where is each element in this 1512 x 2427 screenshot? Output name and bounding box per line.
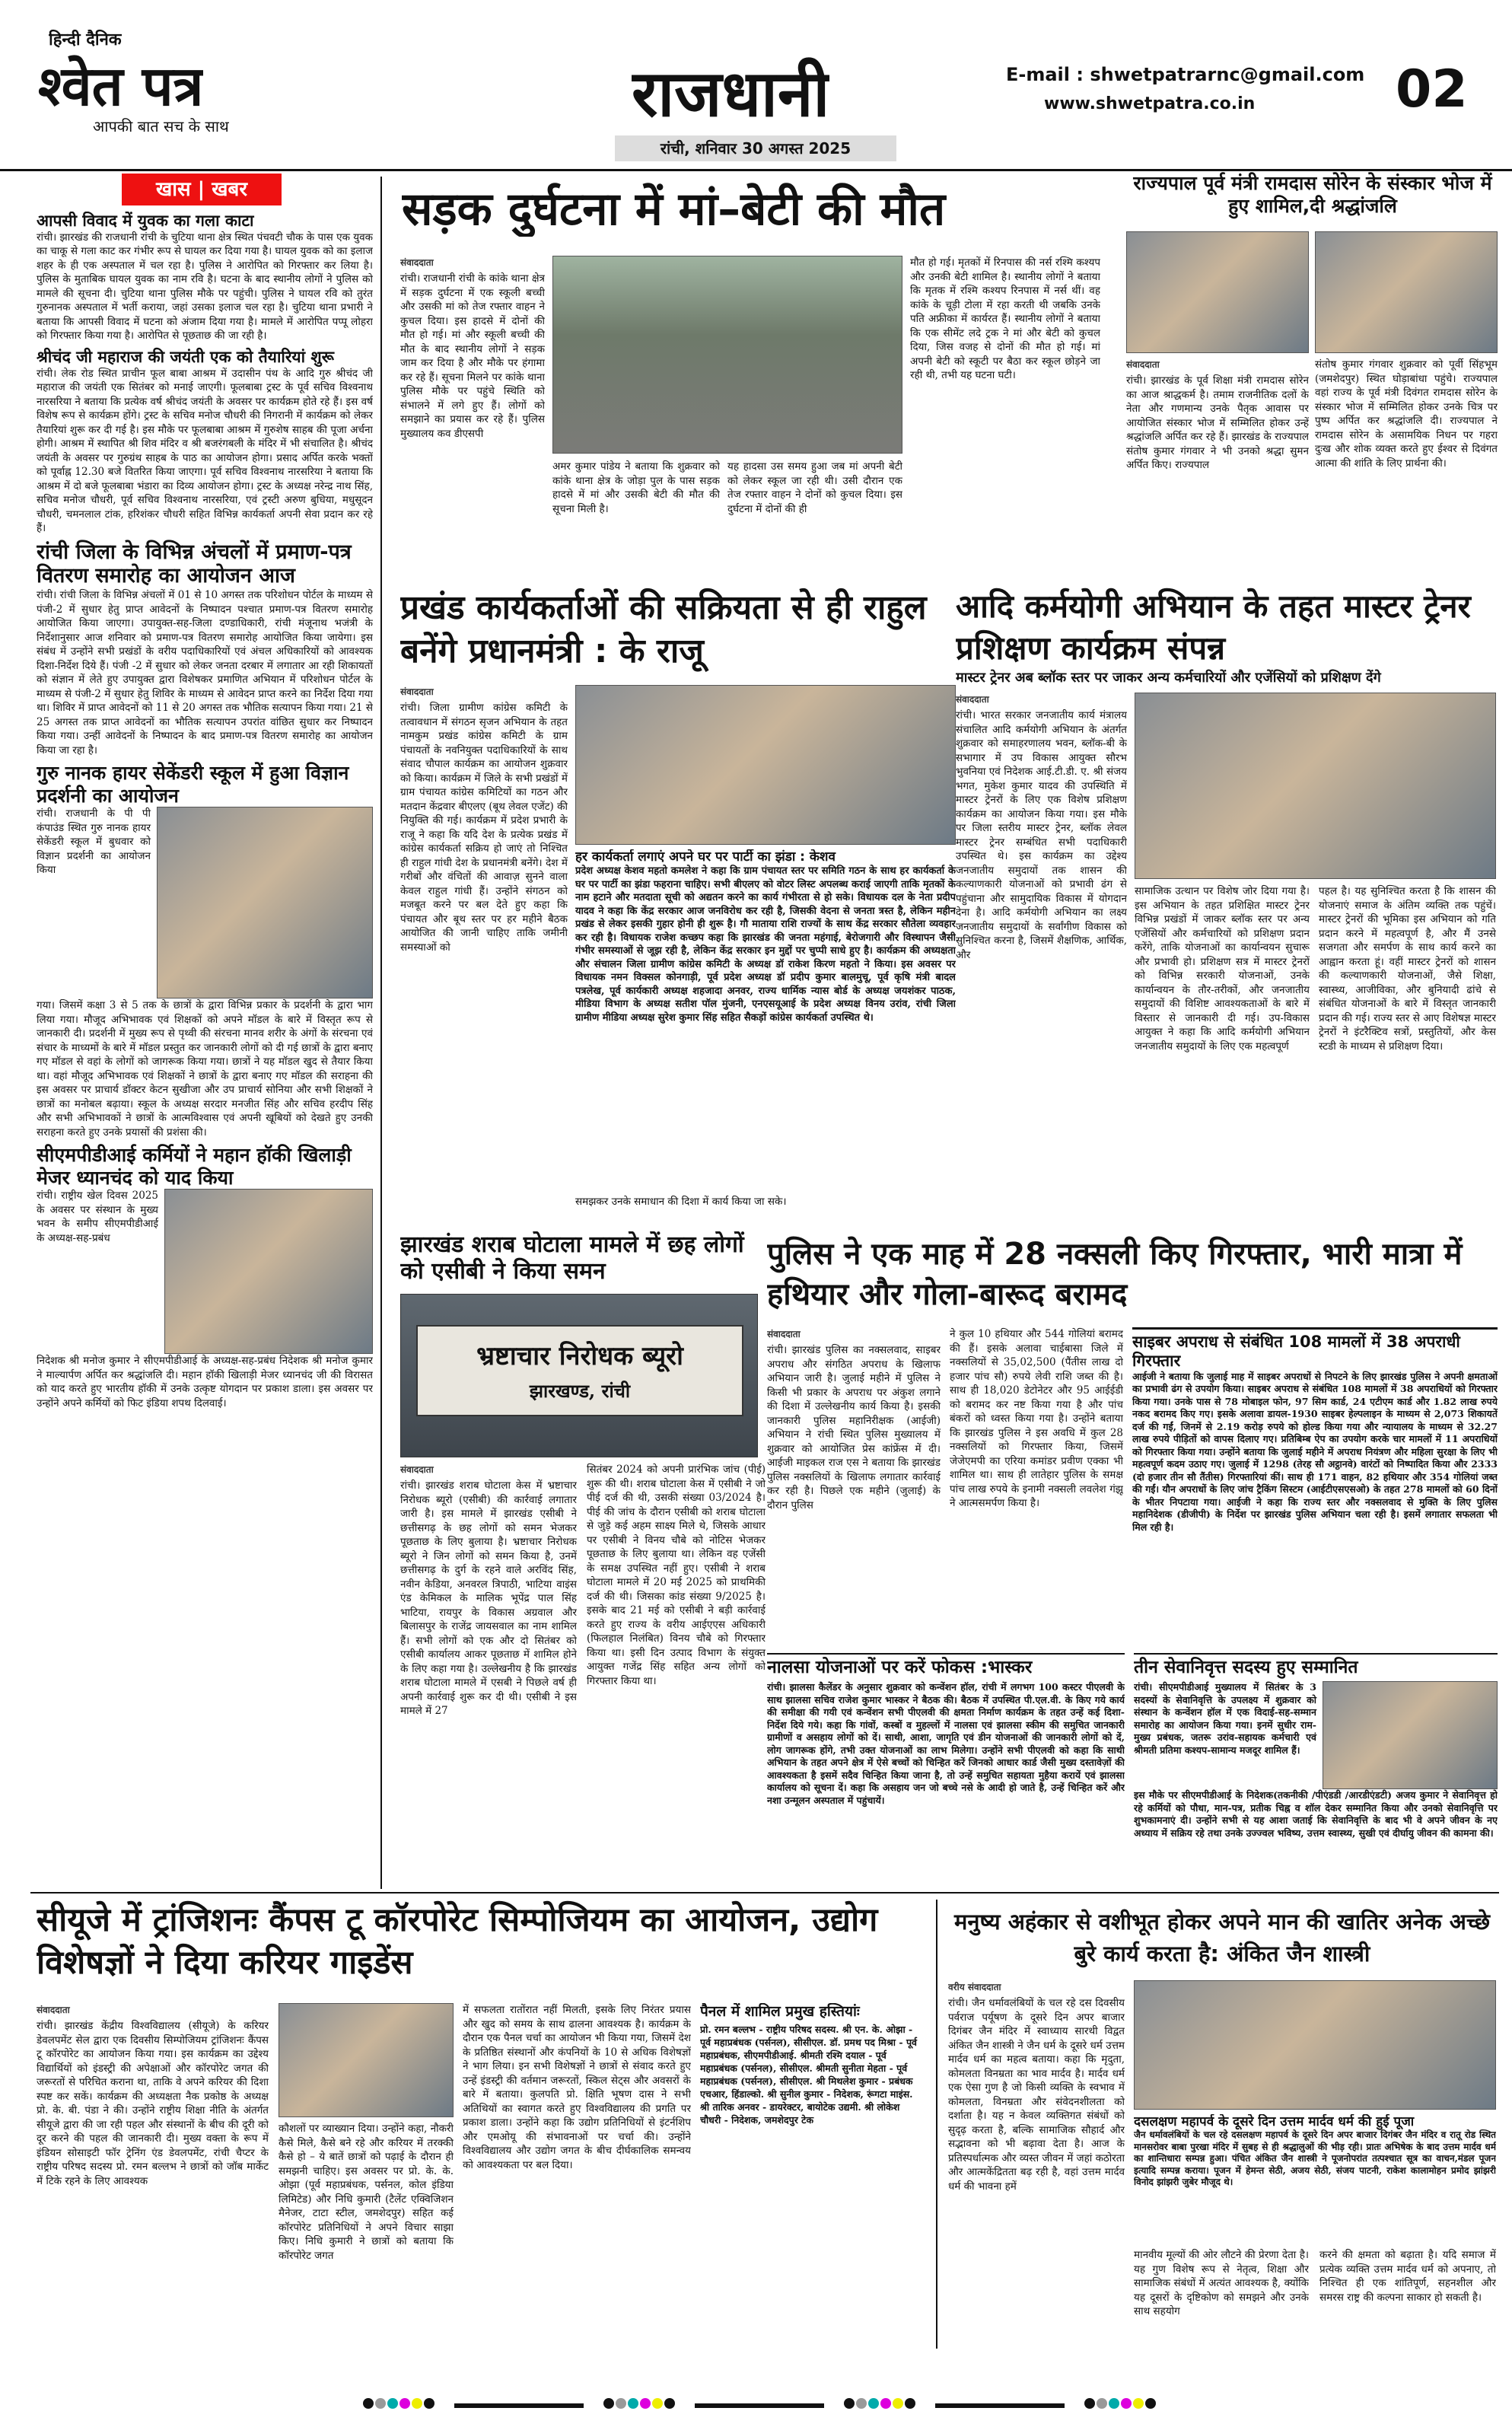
byline-accident: संवाददाता bbox=[400, 257, 434, 268]
byline-adi: संवाददाता bbox=[956, 694, 989, 705]
cyber-box-head: साइबर अपराध से संबंधित 108 मामलों में 38 अपराधी गिरफ्तार bbox=[1132, 1327, 1498, 1371]
masthead bbox=[0, 0, 1512, 171]
adi-col1: रांची। भारत सरकार जनजातीय कार्य मंत्रालय संचालित आदि कर्मयोगी अभियान के अंतर्गत शुक्रवार को समाहरणालय भवन, ब्लॉक-बी के सभागार में उप विकास आयुक्त सौरभ भुवनिया एवं निदेशक आई.टी.डी. ए. श्री संजय भगत, मुकेश कुमार यादव की उपस्थिति में मास्टर ट्रेनरों के लिए एक विशेष प्रशिक्षण कार्यक्रम का आयोजन किया गया। इस मौके पर जिला स्तरीय मास्टर ट्रेनर, ब्लॉक लेवल मास्टर ट्रेनर सम्बंधित सभी पदाधिकारी उपस्थित थे। इस कार्यक्रम का उद्देश्य जनजातीय समुदायों तक शासन की कल्याणकारी योजनाओं को प्रभावी ढंग से पहुंचाना और सामुदायिक विकास में योगदान देना है। आदि कर्मयोगी अभियान का लक्ष्य जनजातीय समुदायों के सर्वांगीण विकास को सुनिश्चित करना है, जिसमें शैक्षणिक, आर्थिक, और bbox=[956, 709, 1127, 961]
headline-shrichand: श्रीचंद जी महाराज की जयंती एक को तैयारियां शुरू bbox=[37, 347, 334, 366]
adi-col3: पहल है। यह सुनिश्चित करता है कि शासन की योजनाएं समाज के अंतिम व्यक्ति तक पहुंचें। मास्टर ट्रेनरों की भूमिका इस अभियान को गति प्रदान करने में महत्वपूर्ण है, और मैं उनसे सजगता और समर्पण के साथ कार्य करने का आह्वान करता हूं। वहीं मास्टर ट्रेनरों को शासन की कल्याणकारी योजनाओं, जैसे शिक्षा, स्वास्थ्य, आजीविका, और बुनियादी ढांचे से संबंधित योजनाओं के बारे में विस्तृत जानकारी प्रदान की गई। राज्य स्तर से आए विशेषज्ञ मास्टर ट्रेनरों ने इंटरैक्टिव सत्रों, प्रस्तुतियों, और केस स्टडी के माध्यम से प्रशिक्षण दिया। bbox=[1319, 885, 1496, 1053]
article-shrichand: रांची। लेक रोड स्थित प्राचीन फूल बाबा आश्रम में उदासीन पंथ के आदि गुरु श्रीचंद जी महाराज की जयंती एक सितंबर को मनाई जाएगी। फूलबाबा ट्रस्ट के पूर्व सचिव विश्वनाथ नारसरिया ने बताया कि प्रत्येक वर्ष श्रीचंद जयंती के अवसर पर कार्यक्रम होते रहे हैं। इस वर्ष विशेष रूप से कार्यक्रम होंगे। ट्रस्ट के सचिव मनोज चौधरी की निगरानी में कार्यक्रम को लेकर तैयारियां शुरू कर दी गई है। इस मौके पर फूलबाबा आश्रम में गुरुशेष साहब की पूजा अर्चना होगी। आश्रम में स्थापित श्री शिव मंदिर व श्री बजरंगबली के मंदिर में भी संचालित है। श्रीचंद जयंती के अवसर पर गुरुग्रंथ साहब के पाठ का आयोजन होगा। प्रसाद अर्पित करके भक्तों को पूर्वाह्न 12.30 बजे वितरित किया जाएगा। पूर्व सचिव विश्वनाथ नारसरिया ने बताया कि आश्रम में दो बजे फूलबाबा भंडारा का दिव्य आयोजन होगा। ट्रस्ट के अध्यक्ष नरेन्द्र नाथ सिंह, सचिव मनोज चौधरी, पूर्व सचिव विश्वनाथ नारसरिया, एवं ट्रस्टी अरुण बुधिया, मधुसूदन चौधरी, चमनलाल टांक, हरिशंकर चौधरी सहित विभिन्न कार्यकर्ता अपनी सेवा प्रदान कर रहे हैं। bbox=[37, 367, 373, 535]
headline-retired: तीन सेवानिवृत्त सदस्य हुए सम्मानित bbox=[1134, 1658, 1358, 1677]
acb-board-line1: भ्रष्टाचार निरोधक ब्यूरो bbox=[476, 1341, 683, 1371]
jain-col1: रांची। जैन धर्मावलंबियों के चल रहे दस दिवसीय पर्वराज पर्यूषण के दूसरे दिन अपर बाजार दिगंबर जैन मंदिर में स्वाध्याय सारथी विद्वत अंकित जैन शास्त्री ने जैन धर्म के दूसरे धर्म उत्तम मार्दव धर्म का महत्व बताया। कहा कि मृदुता, कोमलता विनम्रता का भाव मार्दव है। मार्दव धर्म एक ऐसा गुण है जो किसी व्यक्ति के स्वभाव में कोमलता, विनम्रता और संवेदनशीलता को दर्शाता है। यह न केवल व्यक्तिगत संबंधों को सुदृढ़ करता है, बल्कि सामाजिक सौहार्द और सद्भावना को भी बढ़ावा देता है। आज के प्रतिस्पर्धात्मक और व्यस्त जीवन में जहां कठोरता और आत्मकेंद्रितता बढ़ रही है, वहां उत्तम मार्दव धर्म की भावना हमें bbox=[948, 1997, 1125, 2193]
article-retired bbox=[1134, 1653, 1498, 1889]
article-liquor bbox=[400, 1463, 766, 1858]
article-naxal bbox=[767, 1327, 1498, 1648]
subhead-adi: मास्टर ट्रेनर अब ब्लॉक स्तर पर जाकर अन्य कर्मचारियों और एजेंसियों को प्रशिक्षण देंगे bbox=[956, 670, 1381, 686]
headline-dhyanchand: सीएमपीडीआई कर्मियों ने महान हॉकी खिलाड़ी मेजर ध्यानचंद को याद किया bbox=[37, 1144, 352, 1189]
nalsa-body: रांची। झालसा कैलेंडर के अनुसार शुक्रवार को कन्वेंशन हॉल, रांची में लगभग 100 कस्टर पीएलवी के साथ झालसा सचिव राजेश कुमार भास्कर ने बैठक की। बैठक में उपस्थित पी.एल.वी. के किए गये कार्य की समीक्षा की गयी एवं कन्वेंशन सभी पीएलवी की क्षमता निर्माण कार्यक्रम के तहत उन्हें कई दिशा-निर्देश दिये गये। कहा कि गांवों, कस्बों व मुहल्लों में नालसा एवं झालसा स्कीम की समुचित जानकारी ग्रामीणों व असहाय लोगों को दें। साथी, आशा, जागृति एवं डीन योजनाओं की जानकारी लोगों को दें, लोग जागरूक होंगे, तभी उक्त योजनाओं का लाभ मिलेगा। उन्होंने सभी पीएलवी को कहा कि साथी अभियान के तहत अपने क्षेत्र में ऐसे बच्चों को चिन्हित करें जिनको आधार कार्ड जैसी मुख्य दस्तावेज़ों की आवश्यकता है इसमें सदैव चिन्हित किया जाना है, तो उन्हें समुचित सहायता मुहैया करायें एवं झालसा कार्यालय को सूचना दें। कहा कि असहाय जन जो बच्चे नसे के आदी हो जाते है, उन्हें चिन्हित करें और नशा उन्मूलन अस्पताल में पहुंचायें। bbox=[767, 1681, 1125, 1806]
paper-logo: श्वेत पत्र bbox=[38, 54, 204, 118]
ramdas-photo-1 bbox=[1126, 231, 1309, 353]
dateline-bar bbox=[615, 135, 896, 161]
accident-photo bbox=[552, 256, 902, 454]
cuj-rule bbox=[936, 1900, 937, 2349]
retired-intro: रांची। सीएमपीडीआई मुख्यालय में सितंबर के 3 सदस्यों के सेवानिवृत्ति के उपलक्ष्य में शुक्रवार को संस्थान के कन्वेंशन हॉल में एक विदाई-सह-सम्मान समारोह का आयोजन किया गया। इनमें सुधीर राम-मुख्य प्रबंधक, जतरू उरांव-सहायक कर्मचारी एवं श्रीमती प्रतिमा कश्यप-सामान्य मजदूर शामिल हैं। bbox=[1134, 1681, 1316, 1756]
headline-certificate: रांची जिला के विभिन्न अंचलों में प्रमाण-पत्र वितरण समारोह का आयोजन आज bbox=[37, 540, 352, 588]
cuj-col3: में सफलता रातोंरात नहीं मिलती, इसके लिए निरंतर प्रयास और खुद को समय के साथ ढालना आवश्यक है। कार्यक्रम के दौरान एक पैनल चर्चा का आयोजन भी किया गया, जिसमें देश के प्रतिष्ठित संस्थानों और कंपनियों के 10 से अधिक विशेषज्ञों ने भाग लिया। इन सभी विशेषज्ञों ने छात्रों से संवाद करते हुए उन्हें इंडस्ट्री की वर्तमान जरूरतों, स्किल सेट्स और अवसरों के बारे में बताया। कुलपति प्रो. क्षिति भूषण दास ने सभी अतिथियों का स्वागत करते हुए विश्वविद्यालय की प्रगति पर प्रकाश डाला। उन्होंने कहा कि उद्योग प्रतिनिधियों से इंटर्नशिप और एमओयू की संभावनाओं पर चर्चा की। उन्होंने विश्वविद्यालय और उद्योग जगत के बीच दीर्घकालिक समन्वय को आवश्यकता पर बल दिया। bbox=[463, 2004, 691, 2171]
headline-jain: मनुष्य अहंकार से वशीभूत होकर अपने मान की खातिर अनेक अच्छे बुरे कार्य करता है: अंकित जैन शास्त्री bbox=[954, 1909, 1490, 1967]
byline-liquor: संवाददाता bbox=[400, 1464, 434, 1475]
article-dhyanchand-intro: रांची। राष्ट्रीय खेल दिवस 2025 के अवसर पर संस्थान के मुख्य भवन के समीप सीएमपीडीआई के अध्यक्ष-सह-प्रबंध bbox=[37, 1190, 158, 1244]
footer-color-strip bbox=[37, 2397, 1482, 2414]
accident-col2: अमर कुमार पांडेय ने बताया कि शुक्रवार को कांके थाना क्षेत्र के जोड़ा पुल के पास सड़क हादसे में मां और उसकी बेटी की मौत की सूचना मिली है। bbox=[552, 460, 720, 515]
jain-box-head: दसलक्षण महापर्व के दूसरे दिन उत्तम मार्दव धर्म की हुई पूजा bbox=[1134, 2114, 1415, 2129]
cuj-panel-box bbox=[700, 2003, 919, 2338]
acb-board-photo bbox=[400, 1294, 758, 1457]
article-certificate: रांची। रांची जिला के विभिन्न अंचलों में 01 से 10 अगस्त तक परिशोधन पोर्टल के माध्यम से पंजी-2 में सुधार हेतु प्राप्त आवेदनों के निष्पादन पश्चात प्रमाण-पत्र वितरण समारोह आयोजित किया जाएगा। उपायुक्त-सह-जिला दण्डाधिकारी, रांची मंजूनाथ भजंत्री के निर्देशानुसार आज शनिवार को प्रमाण-पत्र वितरण समारोह आयोजित किया जायेगा। इस संबंध में उन्होंने सभी प्रखंडों के वरीय पदाधिकारियों एवं अंचल अधिकारियों को आवश्यक दिशा-निर्देश दिये हैं। पंजी -2 में सुधार को लेकर जनता दरबार में लगातार आ रही शिकायतों को संज्ञान में लेते हुए उपायुक्त द्वारा विशेषकर प्रमाणित अभियान में परिशोधन पोर्टल के माध्यम से पंजी-2 में सुधार हेतु शिविर के माध्यम से आवेदन प्राप्त करने का निर्देश दिया गया था। शिविर में प्राप्त आवेदनों को 11 से 20 अगस्त तक भौतिक सत्यापन किया गया। 21 से 25 अगस्त तक प्राप्त आवेदनों का भौतिक सत्यापन उपरांत वांछित सुधार कर निष्पादन किया गया। उन्हीं आवेदनों के निष्पादन के बाद प्रमाण-पत्र वितरण समारोह का आयोजन किया जा रहा है। bbox=[37, 589, 373, 756]
mid-page-rule bbox=[30, 1892, 1499, 1894]
page-number: 02 bbox=[1396, 59, 1468, 119]
accident-col1: रांची। राजधानी रांची के कांके थाना क्षेत्र में सड़क दुर्घटना में एक स्कूली बच्ची और उसकी मां को तेज रफ्तार वाहन ने कुचल दिया। इस हादसे में दोनों की मौत हो गई। मां और स्कूली बच्ची की मौत के बाद स्थानीय लोगों ने सड़क जाम कर दिया है और मौके पर हंगामा कर रहे हैं। सूचना मिलने पर कांके थाना पुलिस मौके पर पहुंचे स्थिति को संभालने में लगे हुए हैं। लोगों को समझाने का प्रयास कर रहे हैं। पुलिस मुख्यालय कव डीएसपी bbox=[400, 272, 545, 440]
acb-board-line2: झारखण्ड, रांची bbox=[529, 1380, 631, 1402]
cuj-panel-head: पैनल में शामिल प्रमुख हस्तियांः bbox=[700, 2003, 860, 2020]
science-fair-photo bbox=[157, 807, 373, 999]
article-congress bbox=[400, 685, 956, 1225]
accident-col3: यह हादसा उस समय हुआ जब मां अपनी बेटी को लेकर स्कूल जा रही थी। उसी दौरान एक तेज रफ्तार वाहन ने दोनों को कुचल दिया। इस दुर्घटना में दोनों की ही bbox=[727, 460, 902, 515]
headline-adi: आदि कर्मयोगी अभियान के तहत मास्टर ट्रेनर प्रशिक्षण कार्यक्रम संपन्न bbox=[956, 588, 1471, 667]
naxal-col1: रांची। झारखंड पुलिस का नक्सलवाद, साइबर अपराध और संगठित अपराध के खिलाफ अभियान जारी है। जुलाई महीने में पुलिस ने किसी भी प्रकार के अपराध पर अंकुश लगाने की दिशा में उल्लेखनीय कार्य किया है। इसकी जानकारी पुलिस महानिरीक्षक (आईजी) अभियान ने रांची स्थित पुलिस मुख्यालय में शुक्रवार को आयोजित प्रेस कांफ्रेंस में दी। आईजी माइकल राज एस ने बताया कि झारखंड पुलिस नक्सलियों के खिलाफ लगातार कार्रवाई कर रही है। पिछले एक महीने (जुलाई) के दौरान पुलिस bbox=[767, 1344, 941, 1511]
byline-naxal: संवाददाता bbox=[767, 1329, 801, 1339]
headline-liquor: झारखंड शराब घोटाला मामले में छह लोगों को एसीबी ने किया समन bbox=[400, 1231, 744, 1285]
paper-tag: हिन्दी दैनिक bbox=[49, 30, 122, 49]
byline-congress: संवाददाता bbox=[400, 686, 434, 697]
congress-col1: रांची। जिला ग्रामीण कांग्रेस कमिटी के तत्वावधान में संगठन सृजन अभियान के तहत नामकुम प्रखंड कांग्रेस कमिटी के ग्राम पंचायतों के नवनियुक्त पदाधिकारियों के साथ संवाद चौपाल कार्यक्रम का आयोजन शुक्रवार को किया। कार्यक्रम में जिले के सभी प्रखंडों में ग्राम पंचायत कांग्रेस कमिटियों का गठन और मतदान केंद्रवार बीएलए (बूथ लेवल एजेंट) की नियुक्ति की गई। कार्यक्रम में प्रदेश प्रभारी के राजू ने कहा कि यदि देश के प्रत्येक प्रखंड में कांग्रेस कार्यकर्ता सक्रिय हो जाएं तो निश्चित ही राहुल गांधी देश के प्रधानमंत्री बनेंगे। देश में गरीबों और वंचितों की आवाज़ सुनने वाला केवल राहुल गांधी हैं। उन्होंने संगठन को मजबूत करने पर बल देते हुए कहा कि पंचायत और बूथ स्तर पर हर महीने बैठक आयोजित की जानी चाहिए ताकि जमीनी समस्याओं को bbox=[400, 702, 568, 954]
congress-photo bbox=[575, 685, 956, 845]
headline-science-fair: गुरु नानक हायर सेकेंडरी स्कूल में हुआ विज्ञान प्रदर्शनी का आयोजन bbox=[37, 762, 349, 807]
headline-throat-slit: आपसी विवाद में युवक का गला काटा bbox=[37, 212, 254, 230]
ramdas-col1: रांची। झारखंड के पूर्व शिक्षा मंत्री रामदास सोरेन का आज श्राद्धकर्म है। तमाम राजनीतिक दलों के नेता और गणमान्य उनके पैतृक आवास पर आयोजित संस्कार भोज में सम्मिलित होकर उन्हें श्रद्धांजलि अर्पित कर रहे हैं। झारखंड के राज्यपाल संतोष कुमार गंगवार ने भी उनको श्रद्धा सुमन अर्पित किए। राज्यपाल bbox=[1126, 374, 1309, 471]
retired-photo bbox=[1323, 1681, 1498, 1789]
paper-tagline: आपकी बात सच के साथ bbox=[93, 117, 229, 135]
byline-cuj: संवाददाता bbox=[37, 2005, 70, 2015]
dateline: रांची, शनिवार 30 अगस्त 2025 bbox=[660, 139, 851, 158]
adi-photo bbox=[1135, 693, 1496, 879]
article-science-fair: गया। जिसमें कक्षा 3 से 5 तक के छात्रों के द्वारा विभिन्न प्रकार के प्रदर्शनी के द्वारा भाग लिया गया। मौजूद अभिभावक एवं शिक्षकों को अपने मॉडल के बारे में विस्तृत रूप से जानकारी दी। प्रदर्शनी में मुख्य रूप से पृथ्वी की संरचना मानव शरीर के अंगों के संरचना एवं संचार के माध्यमों के बारे में मॉडल प्रस्तुत कर जानकारी लोगों को दी गई छात्रों के द्वारा बनाए गए मॉडल से वहां के लोगों को जागरूक किया गया। छात्रों ने यह मॉडल खुद से तैयार किया था। वहां मौजूद अभिभावक एवं शिक्षकों ने छात्रों के द्वारा बनाए गए मॉडल की सराहना की इस अवसर पर प्राचार्य डॉक्टर केटन सुखीजा और उप प्राचार्य सोनिया और सभी शिक्षकों ने छात्रों का मनोबल बढ़ाया। स्कूल के अध्यक्ष सरदार मनजीत सिंह और सचिव हरदीप सिंह और सभी अभिभावकों ने छात्रों के आत्मविश्वास एवं अपनी खूबियों को देखते हुए उनकी सराहना करते हुए उनके प्रयासों की प्रशंसा की। bbox=[37, 999, 373, 1139]
cyber-box bbox=[1132, 1327, 1498, 1647]
jain-col2: मानवीय मूल्यों की ओर लौटने की प्रेरणा देता है। यह गुण विशेष रूप से नेतृत्व, शिक्षा और सामाजिक संबंधों में अत्यंत आवश्यक है, क्योंकि यह दूसरों के दृष्टिकोण को समझने और उनके साथ सहयोग bbox=[1134, 2249, 1309, 2317]
article-jain bbox=[948, 1980, 1496, 2346]
naxal-col2: ने कुल 10 हथियार और 544 गोलियां बरामद की हैं। इसके अलावा चाईबासा जिले में नक्सलियों से 35,02,500 (पैंतीस लाख दो हजार पांच सौ) रुपये लेवी राशि जब्त की है। साथ ही 18,020 डेटोनेटर और 95 आईईडी को बरामद कर नष्ट किया गया है और पांच बंकरों को ध्वस्त किया गया है। उन्होंने बताया कि झारखंड पुलिस ने इस अवधि में कुल 28 नक्सलियों को गिरफ्तार किया, जिसमें जेजेएमपी का एरिया कमांडर प्रवीण एक्का भी शामिल था। साथ ही लातेहार पुलिस के समक्ष पांच लाख रुपये के इनामी नक्सली लवलेश गंझू ने आत्मसमर्पण किया है। bbox=[950, 1328, 1123, 1509]
headline-nalsa: नालसा योजनाओं पर करें फोकस :भास्कर bbox=[767, 1658, 1033, 1677]
article-ramdas bbox=[1126, 172, 1499, 583]
liquor-col2: सितंबर 2024 को अपनी प्रारंभिक जांच (पीई) शुरू की थी। शराब घोटाला केस में एसीबी ने जो पीई दर्ज की थी, उसकी संख्या 03/2024 है। पीई की जांच के दौरान एसीबी को शराब घोटाला से जुड़े कई अहम साक्ष्य मिले थे, जिसके आधार पर एसीबी ने विनय चौबे को नोटिस भेजकर पूछताछ के लिए बुलाया था। लेकिन वह एजेंसी के समक्ष उपस्थित नहीं हुए। एसीबी ने शराब घोटाला मामले में 20 मई 2025 को प्राथमिकी दर्ज की थी। जिसका कांड संख्या 9/2025 है। इसके बाद 21 मई को एसीबी ने बड़ी कार्रवाई करते हुए राज्य के वरीय आईएएस अधिकारी (फिलहाल निलंबित) विनय चौबे को गिरफ्तार किया था। इसी दिन उत्पाद विभाग के संयुक्त आयुक्त गजेंद्र सिंह सहित अन्य लोगों को गिरफ्तार किया था। bbox=[587, 1464, 766, 1687]
retired-body: इस मौके पर सीएमपीडीआई के निदेशक(तकनीकी /पीएंडडी /आरडीएंडटी) अजय कुमार ने सेवानिवृत्त हो रहे कर्मियों को पौधा, मान-पत्र, प्रतीक चिह्न व शॉल देकर सम्मानित किया और उनको सेवानिवृत्ति पर शुभकामनाएं दी। उन्होंने सभी से यह आशा जताई कि सेवानिवृत्ति के बाद भी वे अपने जीवन के नए अध्याय में सक्रिय रहे तथा उनके उज्ज्वल भविष्य, उत्तम स्वास्थ्य, सुखी एवं दीर्घायु जीवन की कामना की। bbox=[1134, 1789, 1498, 1839]
headline-cuj: सीयूजे में ट्रांजिशनः कैंपस टू कॉरपोरेट सिम्पोजियम का आयोजन, उद्योग विशेषज्ञों ने दिया करियर गाइडेंस bbox=[37, 1901, 878, 1982]
headline-naxal: पुलिस ने एक माह में 28 नक्सली किए गिरफ्तार, भारी मात्रा में हथियार और गोला-बारूद बरामद bbox=[767, 1237, 1463, 1312]
dhyanchand-photo bbox=[164, 1189, 373, 1354]
article-dhyanchand: निदेशक श्री मनोज कुमार ने सीएमपीडीआई के अध्यक्ष-सह-प्रबंध निदेशक श्री मनोज कुमार ने माल्यार्पण अर्पित कर श्रद्धांजलि दी। महान हॉकी खिलाड़ी मेजर ध्यानचंद जी की विरासत को याद करते हुए भारतीय हॉकी में उनके उत्कृष्ट योगदान पर प्रकाश डाला। इस अवसर पर उन्होंने अपने कर्मियों को फिट इंडिया शपथ दिलवाई। bbox=[37, 1355, 373, 1409]
ramdas-photo-2 bbox=[1315, 231, 1498, 353]
cyber-box-body: आईजी ने बताया कि जुलाई माह में साइबर अपराधों से निपटने के लिए झारखंड पुलिस ने अपनी क्षमताओं का प्रभावी ढंग से उपयोग किया। साइबर अपराध से संबंधित 108 मामलों में 38 अपराधियों को गिरफ्तार किया गया। उनके पास से 78 मोबाइल फोन, 97 सिम कार्ड, 24 एटीएम कार्ड और 1.82 लाख रुपये नकद बरामद किए गए। इसके अलावा डायल-1930 साइबर हेल्पलाइन के माध्यम से 2,073 शिकायतें दर्ज की गईं, जिनमें से 2.19 करोड़ रुपये को होल्ड किया गया और न्यायालय के माध्यम से 32.27 लाख रुपये पीड़ितों को वापस दिलाए गए। प्रतिबिम्ब ऐप का उपयोग करके चार मामलों में 11 अपराधियों को गिरफ्तार किया गया। उन्होंने बताया कि जुलाई महीने में अपराध नियंत्रण और महिला सुरक्षा के लिए भी महत्वपूर्ण कदम उठाए गए। जुलाई में 1298 (तेरह सौ अट्ठानवे) वारंटों को निष्पादित किया और 2333 (दो हजार तीन सौ तैंतीस) गिरफ्तारियां कीं। साथ ही 171 वाहन, 82 हथियार और 354 गोलियां जब्त की गईं। यौन अपराधों के लिए जांच ट्रैकिंग सिस्टम (आईटीएसएसओ) के तहत 278 मामलों को 60 दिनों के भीतर निपटाया गया। आईजी ने कहा कि राज्य स्तर और नक्सलवाद से मुक्ति के लिए पुलिस महानिदेशक (डीजीपी) के निर्देश पर झारखंड पुलिस अभियान चला रही है। इसमें लगातार सफलता भी मिल रही है। bbox=[1132, 1370, 1498, 1533]
article-throat-slit: रांची। झारखंड की राजधानी रांची के चुटिया थाना क्षेत्र स्थित पंचवटी चौक के पास एक युवक का चाकू से गला काट कर गंभीर रूप से घायल कर दिया गया है। घायल युवक को का इलाज शहर के ही एक अस्पताल में चल रहा है। पुलिस ने आरोपित को गिरफ्तार कर लिया है। पुलिस के मुताबिक घायल युवक का नाम रवि है। घटना के बाद स्थानीय लोगों ने पुलिस को मामले की सूचना दी। चुटिया थाना पुलिस मौके पर पहुंची। पुलिस ने घायल रवि को तुरंत गुरुनानक अस्पताल में भर्ती कराया, जहां उसका इलाज चल रहा है। चुटिया थाना प्रभारी ने बताया कि आपसी विवाद में घटना को अंजाम दिया गया है। मामले में आरोपित पप्पू लोहरा को गिरफ्तार किया गया है। आरोपित से पूछताछ की जा रही है। bbox=[37, 231, 373, 342]
jain-box-body: जैन धर्मावलंबियों के चल रहे दसलक्षण महापर्व के दूसरे दिन अपर बाजार दिगंबर जैन मंदिर व रातू रोड स्थित मानसरोवर बाबा पुरखा मंदिर में सुबह से ही श्रद्धालुओं की भीड़ रही। प्रातः अभिषेक के बाद उत्तम मार्दव धर्म का शान्तिधारा सम्पन्न हुआ। पंचित अंकित जैन शास्त्री ने पूजनोपरांत तत्पश्चात सूत्र का वाचन,मंडल पूजन इत्यादि सम्पन्न कराया। पूजन में हेमन्त सेठी, अजय सेठी, संजय पाटनी, राकेश कालामोहन प्रमोद झांझरी विनोद झांझरी जुबेर मौजूद थे। bbox=[1134, 2129, 1496, 2188]
adi-col2: सामाजिक उत्थान पर विशेष जोर दिया गया है। इस अभियान के तहत प्रशिक्षित मास्टर ट्रेनर विभिन्न प्रखंडों में जाकर ब्लॉक स्तर पर अन्य एजेंसियों और कर्मचारियों को प्रशिक्षण प्रदान करेंगे, ताकि योजनाओं का कार्यान्वयन सुचारू और प्रभावी हो। प्रशिक्षण सत्र में मास्टर ट्रेनरों को विभिन्न सरकारी योजनाओं, उनके कार्यान्वयन के तौर-तरीकों, और जनजातीय समुदायों की विशिष्ट आवश्यकताओं के बारे में विस्तार से जानकारी दी गई। उप-विकास आयुक्त ने कहा कि आदि कर्मयोगी अभियान जनजातीय समुदायों के लिए एक महत्वपूर्ण bbox=[1135, 885, 1310, 1053]
headline-congress: प्रखंड कार्यकर्ताओं की सक्रियता से ही राहुल बनेंगे प्रधानमंत्री : के राजू bbox=[400, 588, 927, 671]
jain-box bbox=[1134, 2114, 1496, 2244]
byline-ramdas: संवाददाता bbox=[1126, 359, 1160, 370]
article-nalsa bbox=[767, 1653, 1125, 1889]
article-accident bbox=[400, 256, 1123, 568]
ramdas-col2: संतोष कुमार गंगवार शुक्रवार को पूर्वी सिंहभूम (जमशेदपुर) स्थित घोड़ाबांधा पहुंचे। राज्यपाल वहां राज्य के पूर्व मंत्री दिवंगत रामदास सोरेन के संस्कार भोज में सम्मिलित होकर उनके चित्र पर पुष्प अर्पित कर श्रद्धांजलि दी। राज्यपाल ने रामदास सोरेन के असामयिक निधन पर गहरा दुःख और शोक व्यक्त करते हुए ईश्वर से दिवंगत आत्मा की शांति के लिए प्रार्थना की। bbox=[1315, 358, 1498, 470]
liquor-col1: रांची। झारखंड शराब घोटाला केस में भ्रष्टाचार निरोधक ब्यूरो (एसीबी) की कार्रवाई लगातार जारी है। इस मामले में झारखंड एसीबी ने छत्तीसगढ़ के छह लोगों को समन भेजकर पूछताछ के लिए बुलाया है। भ्रष्टाचार निरोधक ब्यूरो ने जिन लोगों को समन किया है, उनमें छत्तीसगढ़ के दुर्ग के रहने वाले अरविंद सिंह, नवीन केडिया, अनवरल त्रिपाठी, भाटिया वाइंस एंड केमिकल के मालिक भूपेंद्र पाल सिंह भाटिया, रायपुर के विकास अग्रवाल और बिलासपुर के राजेंद्र जायसवाल का नाम शामिल हैं। सभी लोगों को एक और दो सितंबर को एसीबी कार्यालय आकर पूछताछ में शामिल होने के लिए कहा गया है। उल्लेखनीय है कि झारखंड शराब घोटाला मामले में एसबी ने पिछले वर्ष ही अपनी कार्रवाई शुरू कर दी थी। एसीबी ने इस मामले में 27 bbox=[400, 1479, 577, 1717]
article-science-fair-intro: रांची। राजधानी के पी पी कंपाउंड स्थित गुरु नानक हायर सेकेंडरी स्कूल में बुधवार को विज्ञान प्रदर्शनी का आयोजन किया bbox=[37, 807, 151, 877]
accident-col4: मौत हो गई। मृतकों में रिनपास की नर्स रश्मि कश्यप और उनकी बेटी शामिल है। स्थानीय लोगों ने बताया कि मृतक में रश्मि कश्यप रिनपास में नर्स थीं। वह कांके के चूड़ी टोला में रहा करती थी जबकि उनके पति अफ्रीका में कार्यरत हैं। स्थानीय लोगों ने बताया कि एक सीमेंट लदे ट्रक ने मां और बेटी को कुचल दिया, जिस वजह से दोनों की मौत हो गई। मां अपनी बेटी को स्कूटी पर बैठा कर स्कूल छोड़ने जा रही थी, तभी यह घटना घटी। bbox=[910, 256, 1100, 381]
headline-ramdas: राज्यपाल पूर्व मंत्री रामदास सोरेन के संस्कार भोज में हुए शामिल,दी श्रद्धांजलि bbox=[1133, 172, 1492, 217]
cuj-photo bbox=[279, 2003, 454, 2117]
congress-caption-head: हर कार्यकर्ता लगाएं अपने घर पर पार्टी का झंडा : केशव bbox=[575, 849, 836, 865]
header-rule bbox=[0, 169, 1512, 171]
byline-jain: वरीय संवाददाता bbox=[948, 1982, 1001, 1992]
section-title: राजधानी bbox=[632, 56, 830, 131]
article-cuj bbox=[37, 2003, 919, 2338]
congress-caption: प्रदेश अध्यक्ष केशव महतो कमलेश ने कहा कि ग्राम पंचायत स्तर पर समिति गठन के साथ हर कार्यकर्ता के घर पर पार्टी का झंडा फहराना चाहिए। सभी बीएलए को वोटर लिस्ट अपलब्ध कराई जाएगी ताकि मृतकों के नाम हटाने और मतदाता सूची को अद्यतन करने का कार्य गंभीरता से हो सके। विधायक दल के नेता प्रदीप यादव ने कहा कि केंद्र सरकार आज जनविरोध कर रही है, जिसकी वेदना से जनता त्रस्त है, लेकिन महीन प्रखंड से लेकर इसकी गुहार होनी ही शुरू है। गौ माताया राशि राज्यों के साथ केंद्र सरकार सौतेला व्यवहार कर रही है। विधायक राजेश कच्छप कहा कि झारखंड की जनता महंगाई, बेरोजगारी और विस्थापन जैसी गंभीर समस्याओं से जूझ रही है, लेकिन केंद्र सरकार इन मुद्दों पर चुप्पी साधे हुए है। कार्यक्रम की अध्यक्षता और संचालन जिला ग्रामीण कांग्रेस कमिटी के अध्यक्ष डॉ राकेश किरण महतो ने किया। इस अवसर पर विधायक नमन विक्सल कोनगाड़ी, पूर्व प्रदेश अध्यक्ष डॉ प्रदीप कुमार बालमुचू, पूर्व कृषि मंत्री बादल पत्रलेख, पूर्व कार्यकारी अध्यक्ष शहजादा अनवर, राज्य धार्मिक न्यास बोर्ड के अध्यक्ष जयशंकर पाठक, मीडिया विभाग के अध्यक्ष सतीश पॉल मुंजनी, एनएसयूआई के प्रदेश अध्यक्ष विनय उरांव, रांची जिला ग्रामीण मीडिया अध्यक्ष सुरेश कुमार सिंह सहित सैकड़ों कांग्रेस कार्यकर्ता उपस्थित थे। bbox=[575, 865, 956, 1024]
left-column-rule bbox=[380, 177, 382, 1889]
khas-khabar-badge: खास | खबर bbox=[122, 174, 282, 205]
cuj-panel-list: प्रो. रमन बल्लभ - राष्ट्रीय परिषद सदस्य. श्री एन. के. ओझा - पूर्व महाप्रबंधक (पर्सनल), सीसीएल. डॉ. प्रमथ पद मिश्रा - पूर्व महाप्रबंधक, सीएमपीडीआई. श्रीमती रश्मि दयाल - पूर्व महाप्रबंधक (पर्सनल), सीसीएल. श्रीमती सुनीता मेहता - पूर्व महाप्रबंधक (पर्सनल), सीसीएल. श्री मिथलेश कुमार - प्रबंधक एचआर, हिंडाल्को. श्री सुनील कुमार - निदेशक, रूंगटा माइंस. श्री तारिक अनवर - डायरेक्टर, बायोटेक उद्यमी. श्री लोकेश चौधरी - निदेशक, जमशेदपुर टेक bbox=[700, 2024, 917, 2126]
headline-accident: सड़क दुर्घटना में मां–बेटी की मौत bbox=[402, 183, 946, 236]
jain-col3: करने की क्षमता को बढ़ाता है। यदि समाज में प्रत्येक व्यक्ति उत्तम मार्दव धर्म को अपनाए, तो निश्चित ही एक शांतिपूर्ण, सहनशील और समरस राष्ट्र की कल्पना साकार हो सकती है। bbox=[1319, 2249, 1496, 2304]
website[interactable]: www.shwetpatra.co.in bbox=[1044, 94, 1256, 113]
email[interactable]: E-mail : shwetpatrarnc@gmail.com bbox=[1006, 64, 1365, 85]
article-adi bbox=[956, 693, 1496, 1225]
cuj-col2: कौशलों पर व्याख्यान दिया। उन्होंने कहा, नौकरी कैसे मिले, कैसे बने रहे और करियर में तरक्की कैसे हो – ये बातें छात्रों को पढ़ाई के दौरान ही समझनी चाहिए। इस अवसर पर प्रो. के. के. ओझा (पूर्व महाप्रबंधक, पर्सनल, कोल इंडिया लिमिटेड) और निधि कुमारी (टैलेंट एक्विजिशन मैनेजर, टाटा स्टील, जमशेदपुर) सहित कई कॉरपोरेट प्रतिनिधियों ने अपने विचार साझा किए। निधि कुमारी ने छात्रों को बताया कि कॉरपोरेट जगत bbox=[279, 2123, 454, 2262]
cuj-col1: रांची। झारखंड केंद्रीय विश्वविद्यालय (सीयूजे) के करियर डेवलपमेंट सेल द्वारा एक दिवसीय सिम्पोजियम ट्रांजिशनः कैंपस टू कॉरपोरेट का आयोजन किया गया। इस कार्यक्रम का उद्देश्य विद्यार्थियों को इंडस्ट्री की अपेक्षाओं और कॉरपोरेट जगत की जरूरतों से परिचित कराना था, ताकि वे अपने करियर की दिशा स्पष्ट कर सकें। कार्यक्रम की अध्यक्षता नैक प्रकोष्ठ के अध्यक्ष प्रो. के. बी. पंडा ने की। उन्होंने राष्ट्रीय शिक्षा नीति के अंतर्गत सीयूजे द्वारा की जा रही पहल और संस्थानों के बीच की दूरी को दूर करने की पहल की जानकारी दी। मुख्य वक्ता के रूप में इंडियन सोसाइटी फॉर ट्रेनिंग एंड डेवलपमेंट, रांची चैप्टर के राष्ट्रीय परिषद सदस्य प्रो. रमन बल्लभ ने छात्रों को जॉब मार्केट में टिके रहने के लिए आवश्यक bbox=[37, 2020, 269, 2187]
congress-col2: समझकर उनके समाधान की दिशा में कार्य किया जा सके। bbox=[575, 1196, 787, 1208]
jain-photo bbox=[1134, 1980, 1496, 2110]
